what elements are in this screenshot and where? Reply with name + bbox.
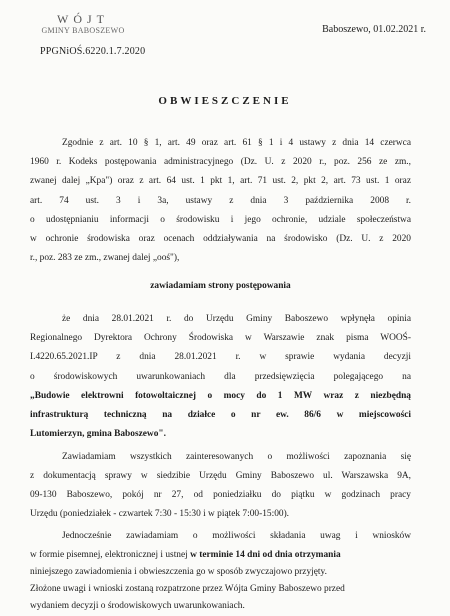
notification-heading: zawiadamiam strony postępowania [150,281,291,291]
office-stamp [38,12,128,36]
paragraph-line: Urzędu (poniedziałek - czwartek 7:30 - 15:30 i w piątek 7:00-15:00). [30,509,290,519]
paragraph-line: w ochronie środowiska oraz ocenach oddziaływania na środowisko (Dz. U. z 2020 [30,234,411,244]
paragraph-line: zwanej dalej „Kpa") oraz z art. 64 ust. 1 pkt 1, art. 71 ust. 2, pkt 2, art. 73 ust. 1 oraz [30,176,411,186]
deadline-text: w terminie 14 dni od dnia otrzymania [190,550,341,560]
paragraph-line: o środowiskowych uwarunkowaniach dla przedsięwzięcia polegającego na [30,372,411,382]
paragraph-line: I.4220.65.2021.IP z dnia 28.01.2021 r. w sprawie wydania decyzji [30,352,411,362]
document-title: OBWIESZCZENIE [158,95,292,107]
paragraph-line: z dokumentacją sprawy w siedzibie Urzędu Gminy Baboszewo ul. Warszawska 9A, [30,471,411,481]
paragraph-line: Złożone uwagi i wnioski zostaną rozpatrzone przez Wójta Gminy Baboszewo przed [30,584,345,594]
paragraph-line: Zgodnie z art. 10 § 1, art. 49 oraz art. 61 § 1 i 4 ustawy z dnia 14 czerwca [62,138,411,148]
paragraph-line: 1960 r. Kodeks postępowania administracyjnego (Dz. U. z 2020 r., poz. 256 ze zm., [30,157,411,167]
project-name-line: „Budowie elektrowni fotowoltaicznej o mocy do 1 MW wraz z niezbędną [30,391,411,401]
case-signature: PPGNiOŚ.6220.1.7.2020 [40,46,146,57]
paragraph-text: w formie pisemnej, elektronicznej i ustnej [30,550,191,560]
stamp-subtitle: GMINY BABOSZEWO [41,26,125,35]
paragraph-line: niniejszego zawiadomienia i obwieszczenia go w sposób zwyczajowo przyjęty. [30,567,327,577]
paragraph-line: Zawiadamiam wszystkich zainteresowanych o możliwości zapoznania się [62,452,411,462]
paragraph-line: r., poz. 283 ze zm., zwanej dalej „ooś"), [30,253,180,263]
place-date: Baboszewo, 01.02.2021 r. [322,24,426,35]
paragraph-line: wydaniem decyzji o środowiskowych uwarunkowaniach. [30,601,245,611]
stamp-title: WÓJT [57,12,109,26]
paragraph-line [30,549,411,561]
paragraph-line: art. 74 ust. 3 i 3a, ustawy z dnia 3 października 2008 r. [30,196,411,206]
paragraph-line: 09-130 Baboszewo, pokój nr 27, od poniedziałku do piątku w godzinach pracy [30,490,411,500]
project-name-line: Lutomierzyn, gmina Baboszewo". [30,429,166,439]
project-name-line: infrastrukturą techniczną na działce o nr ew. 86/6 w miejscowości [30,410,411,420]
paragraph-line: Regionalnego Dyrektora Ochrony Środowiska w Warszawie znak pisma WOOŚ- [30,333,411,343]
paragraph-line: Jednocześnie zawiadamiam o możliwości składania uwag i wniosków [62,531,411,541]
paragraph-line: o udostępnianiu informacji o środowisku i jego ochronie, udziale społeczeństwa [30,215,411,225]
paragraph-line: że dnia 28.01.2021 r. do Urzędu Gminy Baboszewo wpłynęła opinia [62,314,411,324]
